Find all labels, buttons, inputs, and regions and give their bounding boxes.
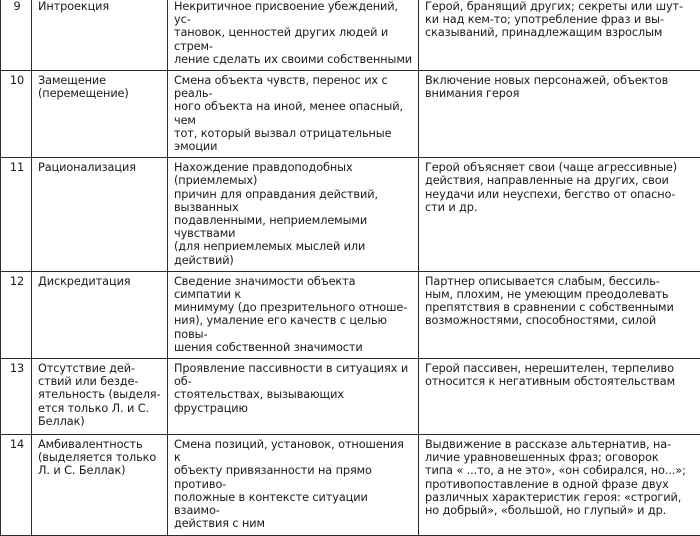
row-number: 13 (1, 359, 32, 435)
table-row (1, 435, 700, 535)
mechanism-example: Партнер описывается слабым, бессиль- ным, плохим, не умеющим преодолевать препятствия в сравнении с собственными возможностями, способностями, силой (419, 271, 700, 358)
mechanism-example: Герой объясняет свои (чаще агрессивные) действия, направленные на других, свои неудачи или неуспехи, бегство от опасно- сти и др. (419, 158, 700, 272)
mechanism-example: Выдвижение в рассказе альтернатив, на- личие уравновешенных фраз; оговорок типа « ...то, а не это», «он собирался, но...»; противопоставление в одной фразе двух различных характеристик героя: «строгий, но добрый», «большой, но глупый» и др. (419, 435, 700, 535)
table-row (1, 271, 700, 358)
mechanism-name: Интроекция (32, 0, 168, 71)
mechanism-name: Дискредитация (32, 271, 168, 358)
table-row (1, 71, 700, 158)
row-number: 14 (1, 435, 32, 535)
mechanism-definition: Проявление пассивности в ситуациях и об- стоятельствах, вызывающих фрустрацию (168, 359, 419, 435)
row-number: 9 (1, 0, 32, 71)
row-number: 12 (1, 271, 32, 358)
mechanism-definition: Нахождение правдоподобных (приемлемых) причин для оправдания действий, вызванных подавленными, неприемлемыми чувствами (для неприемлемых мыслей или действий) (168, 158, 419, 272)
mechanism-name: Замещение (перемещение) (32, 71, 168, 158)
mechanism-name: Амбивалентность (выделяется только Л. и С. Беллак) (32, 435, 168, 535)
table-row (1, 0, 700, 71)
row-number: 11 (1, 158, 32, 272)
mechanism-example: Включение новых персонажей, объектов внимания героя (419, 71, 700, 158)
mechanism-name: Рационализация (32, 158, 168, 272)
mechanism-definition: Смена объекта чувств, перенос их с реаль- ного объекта на иной, менее опасный, чем тот, который вызвал отрицательные эмоции (168, 71, 419, 158)
mechanism-definition: Сведение значимости объекта симпатии к минимуму (до презрительного отноше- ния), умаление его качеств с целью повы- шения собственной значимости (168, 271, 419, 358)
row-number: 10 (1, 71, 32, 158)
table-row (1, 158, 700, 272)
mechanism-definition: Некритичное присвоение убеждений, ус- тановок, ценностей других людей и стрем- ление сделать их своими собственными (168, 0, 419, 71)
mechanism-definition: Смена позиций, установок, отношения к объекту привязанности на прямо противо- положные в контексте ситуации взаимо- действия с ним (168, 435, 419, 535)
mechanism-name: Отсутствие дей- ствий или безде- ятельность (выделя- ется только Л. и С. Беллак) (32, 359, 168, 435)
mechanism-example: Герой пассивен, нерешителен, терпеливо относится к негативным обстоятельствам (419, 359, 700, 435)
table-row (1, 359, 700, 435)
mechanism-example: Герой, бранящий других; секреты или шут- ки над кем-то; употребление фраз и вы- сказываний, принадлежащим взрослым (419, 0, 700, 71)
